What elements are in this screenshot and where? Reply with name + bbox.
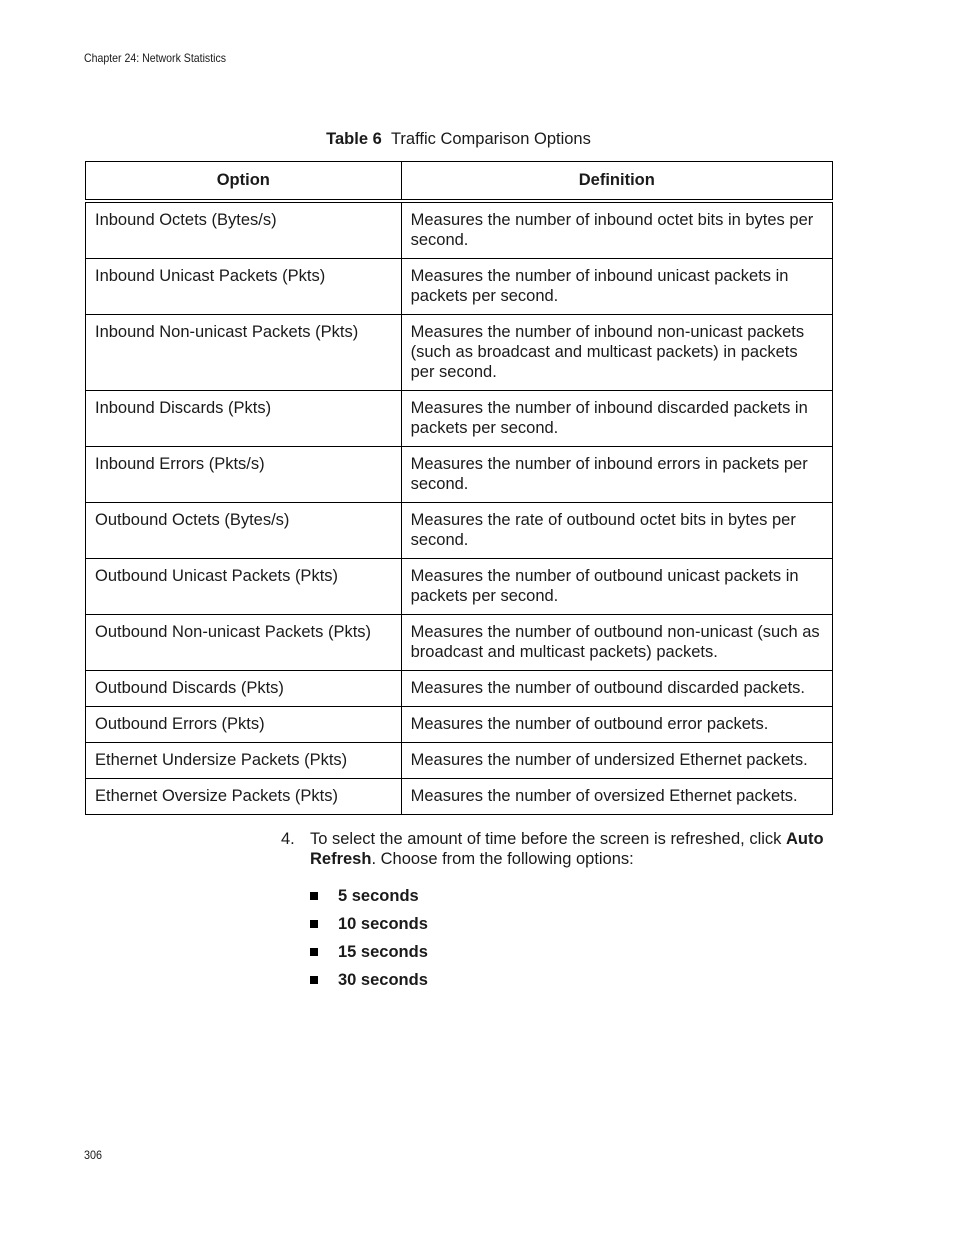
table-row xyxy=(86,671,833,707)
step-text-before: To select the amount of time before the screen is refreshed, click xyxy=(310,830,786,848)
definition-cell: Measures the number of undersized Ethernet packets. xyxy=(401,743,832,779)
definition-cell: Measures the number of inbound unicast packets in packets per second. xyxy=(401,259,832,315)
definition-cell: Measures the number of inbound errors in packets per second. xyxy=(401,447,832,503)
step-number: 4. xyxy=(281,830,295,848)
refresh-option-item xyxy=(310,914,428,942)
option-cell: Inbound Octets (Bytes/s) xyxy=(86,201,402,259)
definition-cell: Measures the number of outbound discarded packets. xyxy=(401,671,832,707)
option-cell: Outbound Unicast Packets (Pkts) xyxy=(86,559,402,615)
auto-refresh-label: Auto Refresh xyxy=(310,830,824,868)
table-row xyxy=(86,315,833,391)
option-cell: Ethernet Oversize Packets (Pkts) xyxy=(86,779,402,815)
refresh-option-label: 30 seconds xyxy=(338,971,428,989)
table-row xyxy=(86,559,833,615)
option-cell: Outbound Errors (Pkts) xyxy=(86,707,402,743)
option-cell: Inbound Unicast Packets (Pkts) xyxy=(86,259,402,315)
refresh-option-label: 10 seconds xyxy=(338,915,428,933)
table-header-row xyxy=(86,162,833,202)
table-caption-title: Traffic Comparison Options xyxy=(390,130,591,148)
table-row xyxy=(86,779,833,815)
definition-cell: Measures the number of outbound error packets. xyxy=(401,707,832,743)
bullet-square-icon xyxy=(310,892,318,900)
refresh-option-item xyxy=(310,942,428,970)
option-cell: Ethernet Undersize Packets (Pkts) xyxy=(86,743,402,779)
table-row xyxy=(86,615,833,671)
table-body xyxy=(86,201,833,815)
table-row xyxy=(86,707,833,743)
definition-cell: Measures the rate of outbound octet bits in bytes per second. xyxy=(401,503,832,559)
definition-cell: Measures the number of outbound unicast packets in packets per second. xyxy=(401,559,832,615)
step-text xyxy=(310,829,841,869)
definition-cell: Measures the number of inbound octet bits in bytes per second. xyxy=(401,201,832,259)
step-4 xyxy=(281,829,841,869)
page-number: 306 xyxy=(84,1148,103,1162)
definition-cell: Measures the number of inbound non-unicast packets (such as broadcast and multicast packets) in packets per second. xyxy=(401,315,832,391)
table-caption-label: Table 6 xyxy=(326,130,382,148)
refresh-option-item xyxy=(310,886,428,914)
bullet-square-icon xyxy=(310,920,318,928)
definition-cell: Measures the number of oversized Ethernet packets. xyxy=(401,779,832,815)
definition-cell: Measures the number of outbound non-unicast (such as broadcast and multicast packets) packets. xyxy=(401,615,832,671)
option-cell: Outbound Octets (Bytes/s) xyxy=(86,503,402,559)
step-text-after: . Choose from the following options: xyxy=(371,850,634,868)
running-header: Chapter 24: Network Statistics xyxy=(84,51,227,65)
column-header-option: Option xyxy=(86,162,402,202)
definition-cell: Measures the number of inbound discarded packets in packets per second. xyxy=(401,391,832,447)
option-cell: Outbound Non-unicast Packets (Pkts) xyxy=(86,615,402,671)
table-row xyxy=(86,503,833,559)
bullet-square-icon xyxy=(310,976,318,984)
table-row xyxy=(86,447,833,503)
table-row xyxy=(86,391,833,447)
option-cell: Outbound Discards (Pkts) xyxy=(86,671,402,707)
refresh-option-item xyxy=(310,970,428,998)
option-cell: Inbound Errors (Pkts/s) xyxy=(86,447,402,503)
column-header-definition: Definition xyxy=(401,162,832,202)
refresh-option-label: 15 seconds xyxy=(338,943,428,961)
table-row xyxy=(86,743,833,779)
table-row xyxy=(86,259,833,315)
table-row xyxy=(86,201,833,259)
option-cell: Inbound Discards (Pkts) xyxy=(86,391,402,447)
table-caption xyxy=(85,130,832,149)
bullet-square-icon xyxy=(310,948,318,956)
refresh-options-list xyxy=(310,886,428,998)
option-cell: Inbound Non-unicast Packets (Pkts) xyxy=(86,315,402,391)
refresh-option-label: 5 seconds xyxy=(338,887,419,905)
traffic-comparison-table xyxy=(85,161,833,815)
